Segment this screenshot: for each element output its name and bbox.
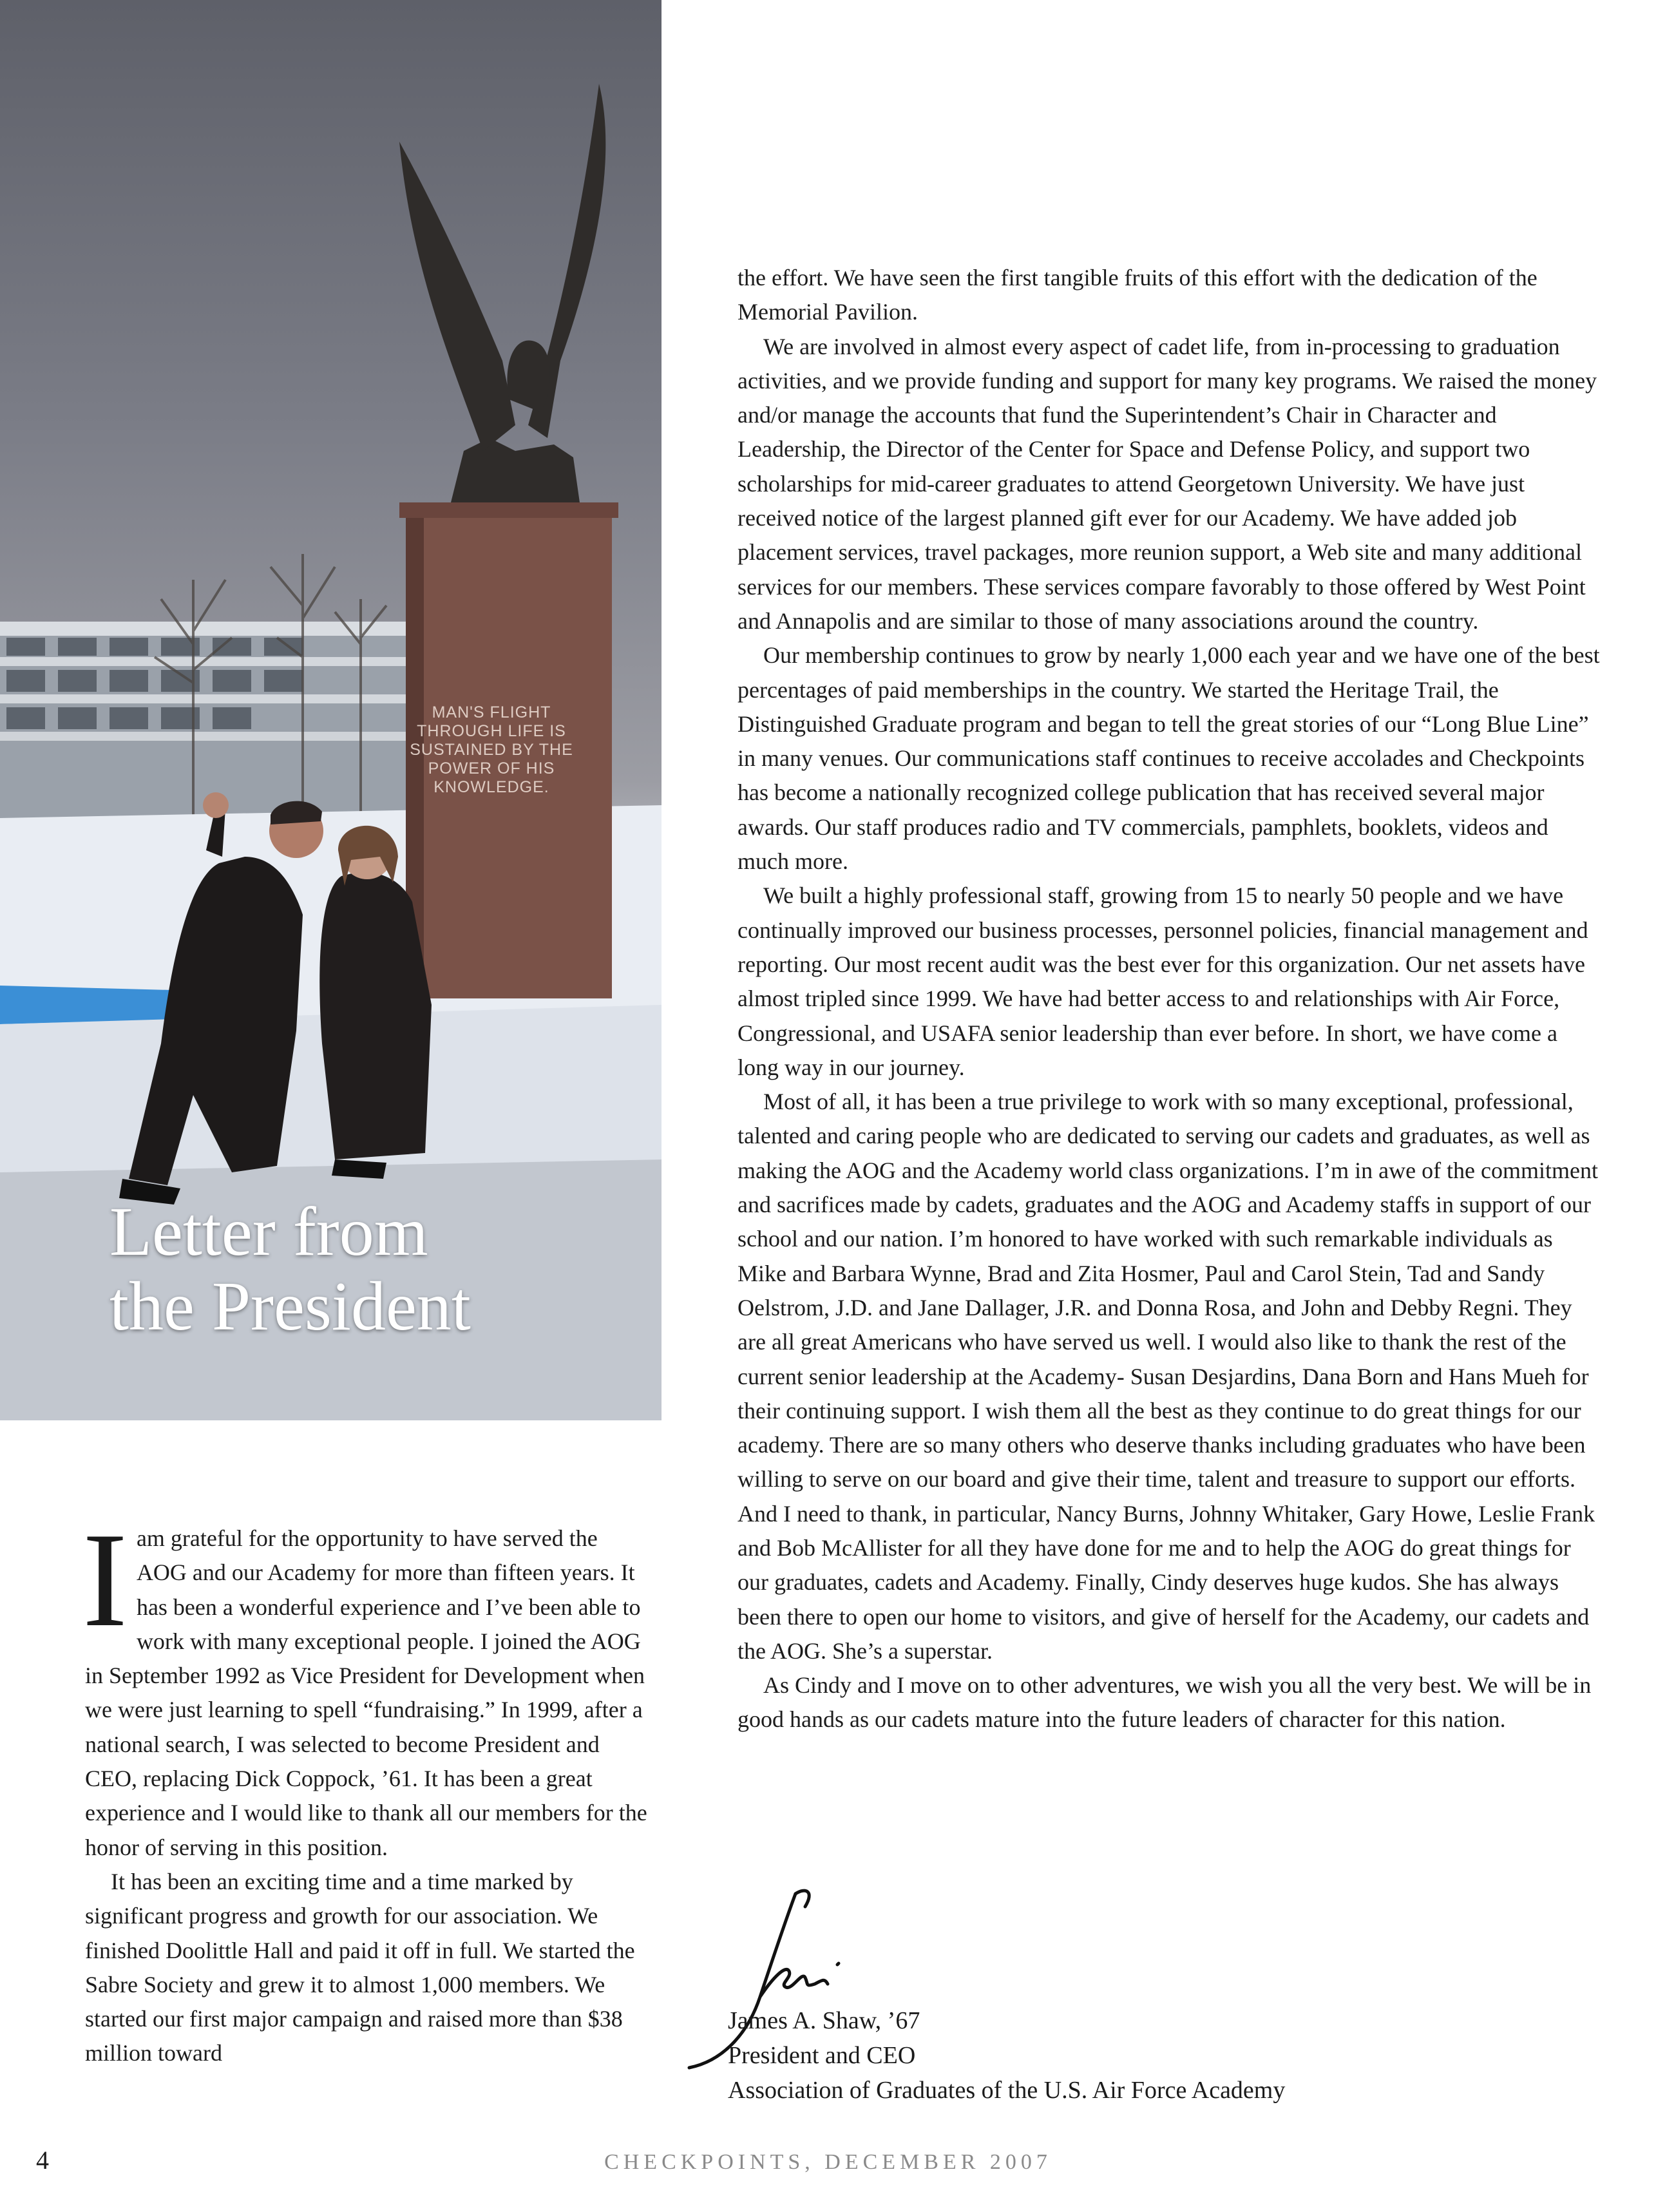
body-paragraph: Our membership continues to grow by nearly 1,000 each year and we have one of the best percentages of paid memberships in the country. We started the Heritage Trail, the Distinguished Graduate program and began to tell the great stories of our “Long Blue Line” in many venues. Our communications staff continues to receive accolades and Checkpoints has become a nationally recognized college publication that has received several major awards. Our staff produces radio and TV commercials, pamphlets, booklets, videos and much more.: [738, 642, 1600, 875]
pedestal-line: MAN'S FLIGHT: [432, 703, 551, 721]
headline-line-2: the President: [109, 1268, 471, 1345]
pedestal-line: SUSTAINED BY THE: [410, 741, 573, 759]
signer-title: President and CEO: [728, 2042, 916, 2069]
pedestal-line: KNOWLEDGE.: [433, 778, 549, 796]
pedestal-inscription: [398, 703, 585, 797]
header-photo: [0, 0, 661, 1420]
body-paragraph: [82, 1505, 652, 1865]
signer-name: James A. Shaw, ’67: [728, 2007, 920, 2034]
left-text-column: [82, 1505, 652, 2071]
body-paragraph: the effort. We have seen the first tangible fruits of this effort with the dedication of the Memorial Pavilion.: [738, 265, 1537, 325]
signer-organization: Association of Graduates of the U.S. Air Force Academy: [728, 2077, 1286, 2104]
right-text-column: [738, 261, 1604, 1737]
page-number: 4: [36, 2146, 49, 2175]
body-paragraph: As Cindy and I move on to other adventures, we wish you all the very best. We will be in good hands as our cadets mature into the future leaders of character for this nation.: [738, 1672, 1592, 1733]
body-paragraph: It has been an exciting time and a time marked by significant progress and growth for our association. We finished Doolittle Hall and paid it off in full. We started the Sabre Society and grew it to almost 1,000 members. We started our first major campaign and raised more than $38 million toward: [85, 1868, 635, 2066]
running-footer: CHECKPOINTS, DECEMBER 2007: [604, 2150, 1052, 2174]
drop-cap: I: [82, 1505, 128, 1655]
signature-block: [728, 2003, 1285, 2108]
body-paragraph: We are involved in almost every aspect of cadet life, from in-processing to graduation activities, and we provide funding and support for many key programs. We raised the money and/or manage the accounts that fund the Superintendent’s Chair in Character and Leadership, the Director of the Center for Space and Defense Policy, and support two scholarships for mid-career graduates to attend Georgetown University. We have just received notice of the largest planned gift ever for our Academy. We have added job placement services, travel packages, more reunion support, a Web site and many additional services for our members. These services compare favorably to those offered by West Point and Annapolis and are similar to those of many associations around the country.: [738, 333, 1597, 634]
body-paragraph: We built a highly professional staff, growing from 15 to nearly 50 people and we have continually improved our business processes, personnel policies, financial management and reporting. Our most recent audit was the best ever for this organization. Our net assets have almost tripled since 1999. We have had better access to and relationships with Air Force, Congressional, and USAFA senior leadership than ever before. In short, we have come a long way in our journey.: [738, 882, 1588, 1080]
headline-line-1: Letter from: [109, 1194, 428, 1270]
pedestal-line: THROUGH LIFE IS: [417, 722, 566, 740]
pedestal-line: POWER OF HIS: [428, 759, 555, 777]
paragraph-text: am grateful for the opportunity to have served the AOG and our Academy for more than fifteen years. It has been a wonderful experience and I’ve been able to work with many exceptional people. I joined the AOG in September 1992 as Vice President for Development when we were just learning to spell “fundraising.” In 1999, after a national search, I was selected to become President and CEO, replacing Dick Coppock, ’61. It has been a great experience and I would like to thank all our members for the honor of serving in this position.: [85, 1525, 647, 1860]
article-headline: [109, 1195, 657, 1344]
body-paragraph: Most of all, it has been a true privilege to work with so many exceptional, professional, talented and caring people who are dedicated to serving our cadets and graduates, as well as making the AOG and the Academy world class organizations. I’m in awe of the commitment and sacrifices made by cadets, graduates and the AOG and Academy staffs in support of our school and our nation. I’m honored to have worked with such remarkable individuals as Mike and Barbara Wynne, Brad and Zita Hosmer, Paul and Carol Stein, Tad and Sandy Oelstrom, J.D. and Jane Dallager, J.R. and Donna Rosa, and John and Debby Regni. They are all great Americans who have served us well. I would also like to thank the rest of the current senior leadership at the Academy- Susan Desjardins, Dana Born and Hans Mueh for their continuing support. I wish them all the best as they continue to do great things for our academy. There are so many others who deserve thanks including graduates who have been willing to serve on our board and give their time, talent and treasure to support our efforts. And I need to thank, in particular, Nancy Burns, Johnny Whitaker, Gary Howe, Leslie Frank and Bob McAllister for all they have done for me and to help the AOG do great things for our graduates, cadets and Academy. Finally, Cindy deserves huge kudos. She has always been there to open our home to visitors, and give of herself for the Academy, our cadets and the AOG. She’s a superstar.: [738, 1089, 1599, 1664]
